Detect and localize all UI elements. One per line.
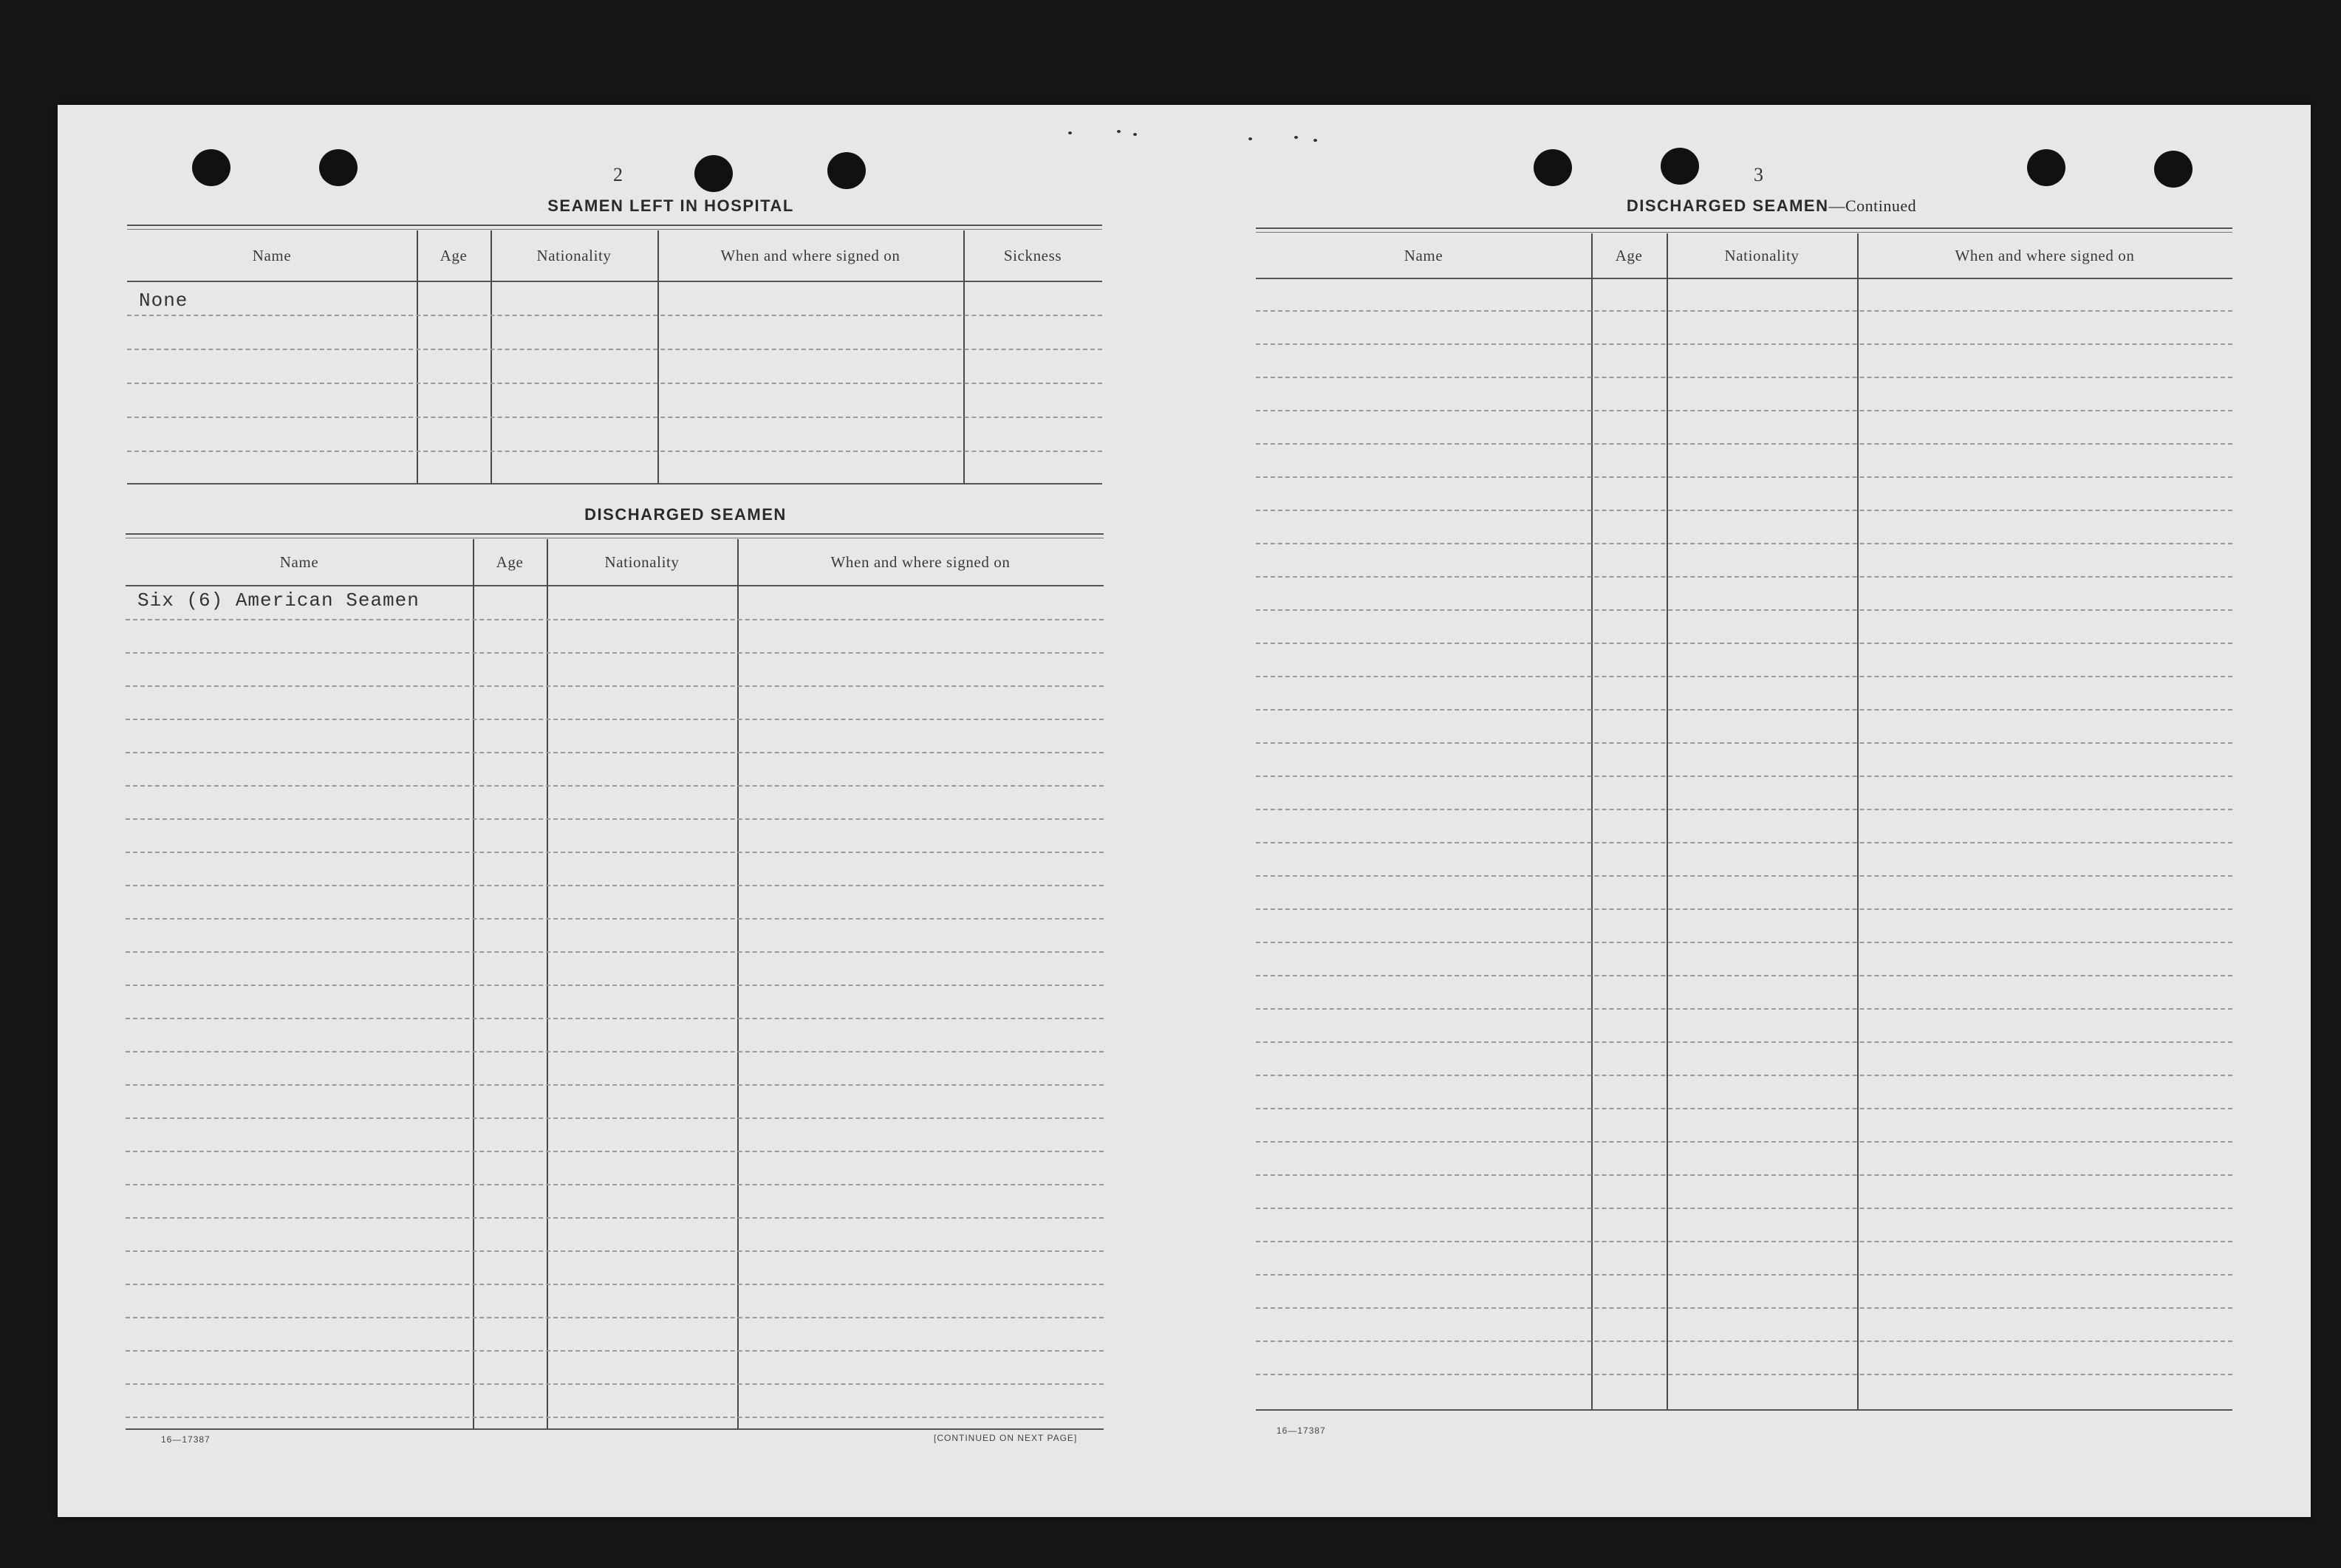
ruled-line xyxy=(126,985,1104,986)
section-title-text: DISCHARGED SEAMEN xyxy=(1626,196,1829,215)
ruled-line xyxy=(126,1217,1104,1219)
ruled-line xyxy=(126,1317,1104,1318)
ruled-line xyxy=(126,1284,1104,1285)
ruled-line xyxy=(1256,676,2232,677)
column-header-nationality: Nationality xyxy=(604,552,680,571)
column-header-sickness: Sickness xyxy=(1003,246,1062,264)
ruled-line xyxy=(126,785,1104,787)
discharged-table xyxy=(126,533,1104,1430)
ruled-line xyxy=(1256,1041,2232,1043)
page-number-right: 3 xyxy=(1754,164,1763,185)
column-header-age: Age xyxy=(1615,246,1643,264)
ruled-line xyxy=(126,1383,1104,1385)
ink-speck xyxy=(1117,130,1121,133)
column-header-name: Name xyxy=(252,246,292,264)
ruled-line xyxy=(126,1117,1104,1119)
column-header-signed-on: When and where signed on xyxy=(720,246,900,264)
ruled-line xyxy=(126,1151,1104,1152)
punch-hole xyxy=(1661,148,1699,185)
column-header-name: Name xyxy=(279,552,319,571)
ruled-line xyxy=(1256,510,2232,511)
ruled-line xyxy=(1256,576,2232,578)
ruled-line xyxy=(126,1184,1104,1185)
punch-hole xyxy=(827,152,866,189)
ruled-line xyxy=(1256,1274,2232,1276)
ruled-line xyxy=(126,719,1104,720)
ruled-line xyxy=(1256,1341,2232,1342)
ruled-line xyxy=(1256,776,2232,777)
ruled-line xyxy=(1256,975,2232,976)
ruled-line xyxy=(1256,1307,2232,1309)
ruled-line xyxy=(126,1018,1104,1019)
ruled-line xyxy=(1256,476,2232,478)
ruled-line xyxy=(126,1350,1104,1352)
ink-speck xyxy=(1133,133,1137,136)
ruled-line xyxy=(126,818,1104,820)
column-header-nationality: Nationality xyxy=(536,246,612,264)
ruled-line xyxy=(126,885,1104,886)
ruled-line xyxy=(126,1417,1104,1418)
discharged-continued-table xyxy=(1256,227,2232,1409)
ruled-line xyxy=(126,852,1104,853)
ruled-line xyxy=(1256,1108,2232,1109)
column-header-age: Age xyxy=(440,246,468,264)
ruled-line xyxy=(1256,643,2232,644)
ruled-line xyxy=(1256,609,2232,611)
ruled-line xyxy=(1256,942,2232,943)
ruled-line xyxy=(1256,1241,2232,1242)
ruled-line xyxy=(1256,875,2232,877)
ruled-line xyxy=(126,1084,1104,1086)
ruled-line xyxy=(126,1250,1104,1252)
ink-speck xyxy=(1068,131,1072,134)
discharged-continued-title xyxy=(1513,196,2030,216)
ruled-line xyxy=(1256,1141,2232,1143)
form-number-right: 16—17387 xyxy=(1277,1425,1326,1436)
punch-hole xyxy=(2154,151,2193,188)
ruled-line xyxy=(1256,809,2232,810)
ruled-line xyxy=(126,652,1104,654)
ruled-line xyxy=(1256,1374,2232,1375)
ruled-line xyxy=(1256,1008,2232,1010)
punch-hole xyxy=(694,155,733,192)
ruled-line xyxy=(126,685,1104,687)
column-header-signed-on: When and where signed on xyxy=(1955,246,2135,264)
punch-hole xyxy=(192,149,230,186)
ink-speck xyxy=(1294,136,1298,139)
ruled-line xyxy=(1256,742,2232,744)
ruled-line xyxy=(1256,310,2232,312)
record-sheet xyxy=(58,105,2311,1517)
form-number-left: 16—17387 xyxy=(161,1434,211,1445)
ruled-line xyxy=(1256,908,2232,910)
ruled-line xyxy=(126,752,1104,753)
column-header-name: Name xyxy=(1404,246,1443,264)
ruled-line xyxy=(1256,842,2232,843)
ruled-line xyxy=(126,951,1104,953)
ruled-line xyxy=(1256,1174,2232,1176)
ruled-line xyxy=(1256,343,2232,345)
column-header-signed-on: When and where signed on xyxy=(830,552,1011,571)
ruled-line xyxy=(126,918,1104,920)
ink-speck xyxy=(1248,137,1252,140)
ruled-line xyxy=(1256,377,2232,378)
punch-hole xyxy=(2027,149,2065,186)
ruled-line xyxy=(1256,543,2232,544)
ruled-line xyxy=(1256,410,2232,411)
ruled-line xyxy=(1256,709,2232,711)
ruled-line xyxy=(1256,1208,2232,1209)
ruled-line xyxy=(1256,1075,2232,1076)
hospital-table xyxy=(127,225,1102,485)
section-title-suffix: —Continued xyxy=(1828,196,1917,215)
column-header-age: Age xyxy=(496,552,524,571)
discharged-section-title: DISCHARGED SEAMEN xyxy=(584,505,787,524)
hospital-section-title: SEAMEN LEFT IN HOSPITAL xyxy=(547,196,794,215)
column-header-nationality: Nationality xyxy=(1724,246,1800,264)
hospital-entry: None xyxy=(139,290,188,312)
continued-note: [CONTINUED ON NEXT PAGE] xyxy=(934,1433,1078,1443)
ruled-line xyxy=(126,619,1104,620)
page-number-left: 2 xyxy=(613,164,623,185)
ruled-line xyxy=(126,1051,1104,1052)
ink-speck xyxy=(1313,139,1317,142)
punch-hole xyxy=(319,149,358,186)
discharged-entry: Six (6) American Seamen xyxy=(137,589,420,612)
punch-hole xyxy=(1534,149,1572,186)
ruled-line xyxy=(1256,443,2232,445)
